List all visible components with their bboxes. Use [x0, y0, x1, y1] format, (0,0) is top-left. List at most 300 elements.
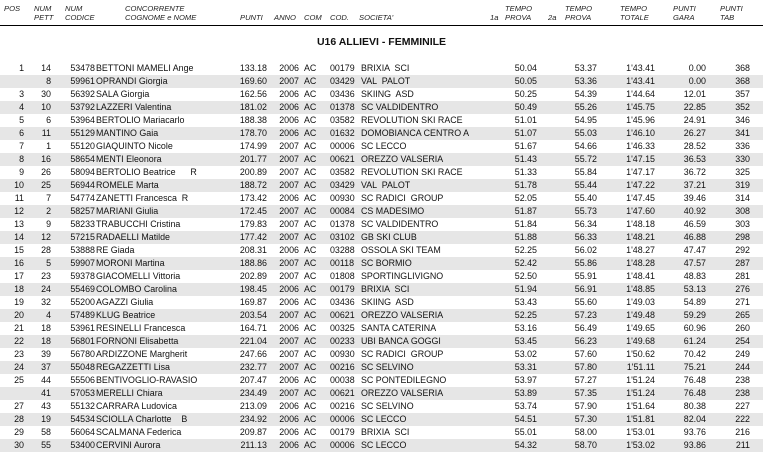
cell-gara: 47.47: [683, 245, 706, 255]
cell-com: AC: [304, 401, 317, 411]
header-tempo-totale: TEMPO TOTALE: [620, 4, 649, 22]
cell-punti: 232.77: [239, 362, 267, 372]
cell-anno: 2007: [279, 271, 299, 281]
cell-tot: 1'51.11: [626, 362, 655, 372]
cell-pett: 43: [41, 401, 51, 411]
cell-anno: 2006: [279, 63, 299, 73]
table-row: [0, 309, 763, 322]
cell-punti: 133.18: [239, 63, 267, 73]
table-row: [0, 127, 763, 140]
cell-t2: 58.00: [574, 427, 597, 437]
cell-soc: BRIXIA SCI: [361, 427, 410, 437]
table-row: [0, 426, 763, 439]
cell-punti: 173.42: [239, 193, 267, 203]
cell-cod: 55132: [70, 401, 95, 411]
cell-anno: 2007: [279, 167, 299, 177]
cell-pett: 9: [46, 219, 51, 229]
cell-tab: 244: [735, 362, 750, 372]
cell-pett: 11: [41, 128, 51, 138]
table-row: [0, 348, 763, 361]
cell-cod: 58654: [70, 154, 95, 164]
cell-t1: 54.51: [514, 414, 537, 424]
table-row: [0, 283, 763, 296]
header-num-pett: NUM PETT: [34, 4, 54, 22]
cell-soc-cod: 00006: [330, 440, 355, 450]
cell-pos: 9: [19, 167, 24, 177]
cell-soc-cod: 01378: [330, 219, 355, 229]
cell-t1: 52.42: [514, 258, 537, 268]
cell-t1: 52.25: [514, 310, 537, 320]
cell-tab: 298: [735, 232, 750, 242]
cell-gara: 93.76: [683, 427, 706, 437]
cell-pett: 7: [46, 193, 51, 203]
cell-t2: 55.73: [574, 206, 597, 216]
table-row: [0, 62, 763, 75]
cell-soc: DOMOBIANCA CENTRO A: [361, 128, 469, 138]
cell-com: AC: [304, 336, 317, 346]
cell-tab: 254: [735, 336, 750, 346]
cell-pos: 13: [14, 219, 24, 229]
cell-tot: 1'51.81: [626, 414, 655, 424]
cell-tab: 238: [735, 375, 750, 385]
cell-cod: 55469: [70, 284, 95, 294]
cell-tot: 1'46.33: [626, 141, 655, 151]
cell-soc-cod: 03429: [330, 180, 355, 190]
table-row: [0, 400, 763, 413]
cell-cod: 57489: [70, 310, 95, 320]
cell-tot: 1'49.03: [626, 297, 655, 307]
cell-gara: 28.52: [683, 141, 706, 151]
cell-anno: 2007: [279, 154, 299, 164]
cell-anno: 2006: [279, 193, 299, 203]
cell-pett: 12: [41, 232, 51, 242]
cell-cod: 59907: [70, 258, 95, 268]
cell-soc: OREZZO VALSERIA: [361, 154, 444, 164]
cell-soc-cod: 00006: [330, 141, 355, 151]
cell-tab: 368: [735, 63, 750, 73]
cell-soc-cod: 00216: [330, 362, 355, 372]
cell-t2: 54.95: [574, 115, 597, 125]
cell-name: MERELLI Chiara: [96, 388, 163, 398]
category-title: U16 ALLIEVI - FEMMINILE: [316, 36, 447, 48]
cell-pett: 44: [41, 375, 51, 385]
cell-gara: 39.46: [683, 193, 706, 203]
cell-com: AC: [304, 427, 317, 437]
cell-gara: 48.83: [683, 271, 706, 281]
header-com: COM: [304, 13, 322, 22]
header-punti-tab: PUNTI TAB: [720, 4, 743, 22]
cell-cod: 56780: [70, 349, 95, 359]
cell-pos: 11: [14, 193, 24, 203]
cell-soc-cod: 01632: [330, 128, 355, 138]
cell-anno: 2007: [279, 206, 299, 216]
cell-soc-cod: 00930: [330, 193, 355, 203]
cell-cod: 53792: [70, 102, 95, 112]
cell-t2: 57.80: [574, 362, 597, 372]
cell-pos: 22: [14, 336, 24, 346]
cell-gara: 70.42: [683, 349, 706, 359]
table-row: [0, 270, 763, 283]
cell-soc: SC BORMIO: [361, 258, 412, 268]
cell-punti: 221.04: [239, 336, 267, 346]
table-row: [0, 335, 763, 348]
cell-com: AC: [304, 180, 317, 190]
header-punti-gara: PUNTI GARA: [673, 4, 696, 22]
cell-soc: SC RADICI GROUP: [361, 193, 444, 203]
cell-com: AC: [304, 76, 317, 86]
cell-tab: 276: [735, 284, 750, 294]
cell-cod: 56944: [70, 180, 95, 190]
header-anno: ANNO: [274, 13, 296, 22]
cell-t1: 53.45: [514, 336, 537, 346]
cell-soc: SC RADICI GROUP: [361, 349, 444, 359]
cell-pett: 10: [41, 102, 51, 112]
cell-name: BERTOLIO Mariacarlo: [96, 115, 185, 125]
cell-tab: 357: [735, 89, 750, 99]
cell-pos: 16: [14, 258, 24, 268]
cell-name: CERVINI Aurora: [96, 440, 161, 450]
cell-t2: 57.27: [574, 375, 597, 385]
cell-cod: 55200: [70, 297, 95, 307]
cell-anno: 2007: [279, 258, 299, 268]
cell-com: AC: [304, 323, 317, 333]
cell-tot: 1'49.65: [626, 323, 655, 333]
cell-t2: 55.40: [574, 193, 597, 203]
cell-com: AC: [304, 349, 317, 359]
cell-tab: 287: [735, 258, 750, 268]
cell-gara: 61.24: [683, 336, 706, 346]
cell-soc: SC PONTEDILEGNO: [361, 375, 447, 385]
table-row: [0, 101, 763, 114]
cell-soc-cod: 00179: [330, 284, 355, 294]
cell-soc: SC VALDIDENTRO: [361, 102, 439, 112]
table-row: [0, 205, 763, 218]
table-row: [0, 140, 763, 153]
header-concorrente: CONCORRENTE COGNOME e NOME: [125, 4, 197, 22]
cell-com: AC: [304, 206, 317, 216]
cell-t1: 51.78: [514, 180, 537, 190]
cell-t2: 57.23: [574, 310, 597, 320]
cell-pos: 28: [14, 414, 24, 424]
cell-tot: 1'44.64: [626, 89, 655, 99]
cell-tot: 1'47.15: [626, 154, 655, 164]
cell-t1: 53.89: [514, 388, 537, 398]
cell-pos: 15: [14, 245, 24, 255]
cell-gara: 80.38: [683, 401, 706, 411]
cell-gara: 59.29: [683, 310, 706, 320]
cell-name: COLOMBO Carolina: [96, 284, 177, 294]
cell-gara: 60.96: [683, 323, 706, 333]
cell-com: AC: [304, 115, 317, 125]
cell-soc-cod: 01808: [330, 271, 355, 281]
header-tempo-prova-1: TEMPO PROVA: [505, 4, 533, 22]
cell-soc: VAL PALOT: [361, 76, 411, 86]
cell-name: MARIANI Giulia: [96, 206, 159, 216]
cell-pett: 5: [46, 258, 51, 268]
cell-soc: SC LECCO: [361, 141, 407, 151]
cell-name: ARDIZZONE Margherit: [96, 349, 188, 359]
cell-pos: 25: [14, 375, 24, 385]
cell-punti: 234.49: [239, 388, 267, 398]
cell-pos: 30: [14, 440, 24, 450]
cell-soc: UBI BANCA GOGGI: [361, 336, 441, 346]
cell-pos: 14: [14, 232, 24, 242]
cell-com: AC: [304, 245, 317, 255]
cell-cod: 53400: [70, 440, 95, 450]
cell-anno: 2007: [279, 349, 299, 359]
cell-pos: 5: [19, 115, 24, 125]
cell-tab: 292: [735, 245, 750, 255]
cell-gara: 47.57: [683, 258, 706, 268]
cell-soc: SKIING ASD: [361, 297, 414, 307]
cell-punti: 200.89: [239, 167, 267, 177]
cell-name: GIAQUINTO Nicole: [96, 141, 173, 151]
cell-com: AC: [304, 63, 317, 73]
cell-punti: 201.77: [239, 154, 267, 164]
cell-soc-cod: 03582: [330, 115, 355, 125]
cell-soc: SC SELVINO: [361, 401, 414, 411]
cell-soc: SANTA CATERINA: [361, 323, 437, 333]
cell-tot: 1'46.10: [626, 128, 655, 138]
cell-cod: 58257: [70, 206, 95, 216]
cell-punti: 247.66: [239, 349, 267, 359]
cell-tab: 265: [735, 310, 750, 320]
cell-t2: 56.33: [574, 232, 597, 242]
cell-pett: 41: [41, 388, 51, 398]
cell-gara: 40.92: [683, 206, 706, 216]
cell-com: AC: [304, 102, 317, 112]
table-row: [0, 244, 763, 257]
cell-soc-cod: 00930: [330, 349, 355, 359]
cell-gara: 53.13: [683, 284, 706, 294]
table-row: [0, 166, 763, 179]
cell-cod: 59378: [70, 271, 95, 281]
cell-pett: 16: [41, 154, 51, 164]
cell-pett: 28: [41, 245, 51, 255]
cell-pett: 23: [41, 271, 51, 281]
cell-soc: OREZZO VALSERIA: [361, 388, 444, 398]
cell-t1: 52.05: [514, 193, 537, 203]
cell-com: AC: [304, 297, 317, 307]
cell-com: AC: [304, 128, 317, 138]
cell-t2: 57.35: [574, 388, 597, 398]
cell-gara: 24.91: [683, 115, 706, 125]
cell-t2: 57.90: [574, 401, 597, 411]
cell-pett: 6: [46, 115, 51, 125]
header-run-2: 2a: [548, 13, 557, 22]
cell-punti: 203.54: [239, 310, 267, 320]
cell-anno: 2006: [279, 245, 299, 255]
cell-tot: 1'47.17: [626, 167, 655, 177]
cell-name: CARRARA Ludovica: [96, 401, 177, 411]
cell-pos: 4: [19, 102, 24, 112]
cell-name: SALA Giorgia: [96, 89, 150, 99]
cell-name: GIACOMELLI Vittoria: [96, 271, 181, 281]
table-row: [0, 75, 763, 88]
cell-t1: 51.67: [514, 141, 537, 151]
cell-soc: SC LECCO: [361, 440, 407, 450]
cell-tot: 1'45.96: [626, 115, 655, 125]
cell-pos: 23: [14, 349, 24, 359]
cell-tot: 1'43.41: [626, 76, 655, 86]
cell-pos: 12: [14, 206, 24, 216]
cell-anno: 2007: [279, 232, 299, 242]
cell-t2: 57.30: [574, 414, 597, 424]
cell-gara: 26.27: [683, 128, 706, 138]
cell-soc: BRIXIA SCI: [361, 284, 410, 294]
cell-cod: 53888: [70, 245, 95, 255]
cell-t2: 55.26: [574, 102, 597, 112]
cell-pett: 58: [41, 427, 51, 437]
cell-name: SCIOLLA Charlotte B: [96, 414, 188, 424]
cell-anno: 2006: [279, 297, 299, 307]
cell-pos: 27: [14, 401, 24, 411]
cell-punti: 198.45: [239, 284, 267, 294]
cell-t2: 58.70: [574, 440, 597, 450]
cell-tot: 1'48.41: [626, 271, 655, 281]
cell-tot: 1'47.45: [626, 193, 655, 203]
cell-tab: 303: [735, 219, 750, 229]
cell-t2: 53.37: [574, 63, 597, 73]
cell-t2: 55.86: [574, 258, 597, 268]
cell-cod: 55048: [70, 362, 95, 372]
cell-name: TRABUCCHI Cristina: [96, 219, 181, 229]
cell-pett: 8: [46, 76, 51, 86]
cell-punti: 188.38: [239, 115, 267, 125]
cell-t1: 51.01: [514, 115, 537, 125]
cell-soc: SC SELVINO: [361, 362, 414, 372]
cell-punti: 211.13: [240, 440, 267, 450]
cell-soc: VAL PALOT: [361, 180, 411, 190]
cell-soc-cod: 03429: [330, 76, 355, 86]
cell-t1: 53.97: [514, 375, 537, 385]
table-row: [0, 387, 763, 400]
cell-anno: 2006: [279, 427, 299, 437]
cell-tot: 1'43.41: [626, 63, 655, 73]
cell-cod: 54774: [70, 193, 95, 203]
cell-pett: 39: [41, 349, 51, 359]
cell-t1: 51.43: [514, 154, 537, 164]
cell-pett: 4: [46, 310, 51, 320]
cell-com: AC: [304, 167, 317, 177]
cell-pos: 19: [14, 297, 24, 307]
table-row: [0, 361, 763, 374]
cell-punti: 213.09: [239, 401, 267, 411]
cell-gara: 46.59: [683, 219, 706, 229]
cell-tab: 341: [735, 128, 750, 138]
cell-com: AC: [304, 375, 317, 385]
cell-cod: 57215: [70, 232, 95, 242]
cell-tab: 238: [735, 388, 750, 398]
cell-t1: 51.07: [514, 128, 537, 138]
cell-pett: 14: [41, 63, 51, 73]
cell-t2: 55.60: [574, 297, 597, 307]
cell-com: AC: [304, 310, 317, 320]
cell-tot: 1'48.85: [626, 284, 655, 294]
cell-com: AC: [304, 89, 317, 99]
cell-soc-cod: 00179: [330, 63, 355, 73]
cell-cod: 58233: [70, 219, 95, 229]
cell-gara: 0.00: [688, 76, 706, 86]
cell-t1: 54.32: [514, 440, 537, 450]
cell-name: MANTINO Gaia: [96, 128, 159, 138]
cell-tab: 346: [735, 115, 750, 125]
cell-punti: 169.87: [239, 297, 267, 307]
cell-pett: 24: [41, 284, 51, 294]
cell-pett: 55: [41, 440, 51, 450]
cell-pett: 32: [41, 297, 51, 307]
cell-soc-cod: 03102: [330, 232, 355, 242]
cell-gara: 36.72: [683, 167, 706, 177]
cell-anno: 2006: [279, 128, 299, 138]
cell-t1: 51.33: [514, 167, 537, 177]
cell-tab: 260: [735, 323, 750, 333]
cell-gara: 37.21: [683, 180, 706, 190]
cell-cod: 55120: [70, 141, 95, 151]
cell-anno: 2006: [279, 323, 299, 333]
table-row: [0, 179, 763, 192]
cell-pett: 19: [41, 414, 51, 424]
cell-cod: 53478: [70, 63, 95, 73]
cell-t2: 57.60: [574, 349, 597, 359]
cell-t1: 52.50: [514, 271, 537, 281]
cell-soc: SC VALDIDENTRO: [361, 219, 439, 229]
cell-t2: 54.39: [574, 89, 597, 99]
cell-anno: 2006: [279, 414, 299, 424]
header-run-1: 1a: [490, 13, 499, 22]
cell-t1: 52.25: [514, 245, 537, 255]
cell-punti: 164.71: [239, 323, 267, 333]
cell-soc-cod: 00621: [330, 388, 355, 398]
cell-anno: 2007: [279, 141, 299, 151]
cell-anno: 2007: [279, 219, 299, 229]
cell-t2: 55.03: [574, 128, 597, 138]
cell-name: AGAZZI Giulia: [96, 297, 154, 307]
cell-anno: 2007: [279, 362, 299, 372]
cell-tab: 211: [735, 440, 750, 450]
cell-cod: 57053: [70, 388, 95, 398]
cell-com: AC: [304, 193, 317, 203]
cell-gara: 82.04: [683, 414, 706, 424]
cell-t1: 51.84: [514, 219, 537, 229]
cell-t1: 50.25: [514, 89, 537, 99]
cell-tot: 1'48.27: [626, 245, 655, 255]
cell-anno: 2007: [279, 76, 299, 86]
cell-soc: SKIING ASD: [361, 89, 414, 99]
cell-tot: 1'53.02: [626, 440, 655, 450]
cell-t2: 56.34: [574, 219, 597, 229]
cell-tab: 216: [735, 427, 750, 437]
cell-punti: 207.47: [239, 375, 267, 385]
cell-pett: 26: [41, 167, 51, 177]
cell-t2: 55.91: [574, 271, 597, 281]
cell-tot: 1'49.48: [626, 310, 655, 320]
cell-name: LAZZERI Valentina: [96, 102, 172, 112]
cell-t2: 56.23: [574, 336, 597, 346]
cell-soc: CS MADESIMO: [361, 206, 425, 216]
cell-cod: 56064: [70, 427, 95, 437]
cell-pett: 25: [41, 180, 51, 190]
cell-com: AC: [304, 440, 317, 450]
cell-soc: BRIXIA SCI: [361, 63, 410, 73]
cell-t2: 56.02: [574, 245, 597, 255]
cell-tab: 314: [735, 193, 750, 203]
cell-soc-cod: 00179: [330, 427, 355, 437]
cell-pett: 30: [41, 89, 51, 99]
cell-name: REGAZZETTI Lisa: [96, 362, 170, 372]
cell-cod: 53964: [70, 115, 95, 125]
cell-gara: 0.00: [688, 63, 706, 73]
